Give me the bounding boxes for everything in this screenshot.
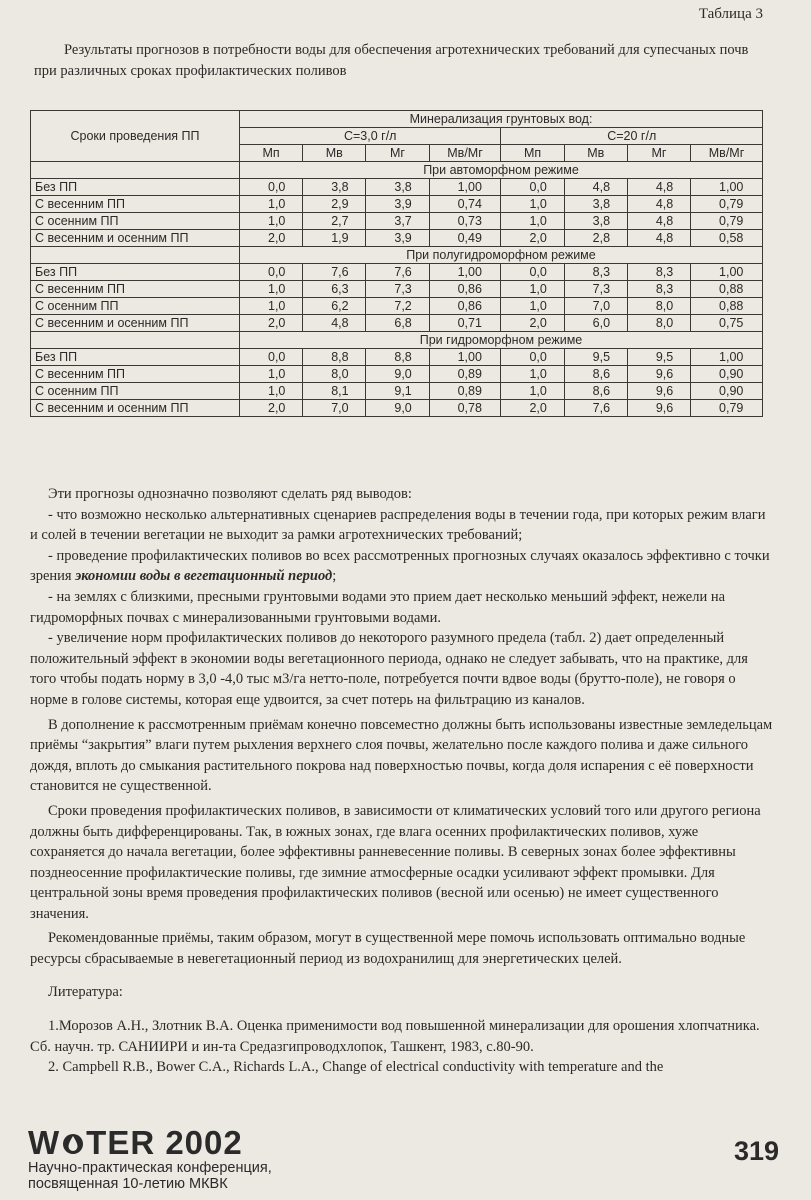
conference-subtitle bbox=[28, 1160, 272, 1192]
row-label: С весенним и осенним ПП bbox=[31, 400, 240, 417]
table-cell: 1,0 bbox=[501, 383, 564, 400]
table-label: Таблица 3 bbox=[698, 6, 763, 22]
table-cell: 0,0 bbox=[240, 179, 303, 196]
table-cell: 1,0 bbox=[501, 281, 564, 298]
column-header: Мп bbox=[240, 145, 303, 162]
column-header: Мг bbox=[627, 145, 690, 162]
table-cell: 1,0 bbox=[501, 213, 564, 230]
conclusion-text: ; bbox=[332, 568, 337, 585]
column-header: Мв/Мг bbox=[691, 145, 763, 162]
table-cell: 3,8 bbox=[564, 196, 627, 213]
water-drop-icon bbox=[62, 1132, 84, 1156]
page-number: 319 bbox=[733, 1136, 779, 1166]
body-paragraph: Рекомендованные приёмы, таким образом, могут в существенной мере помочь использовать оптимально водные ресурсы сбрасываемые в невегетационный период из водохранилищ для энергетических целей. bbox=[30, 930, 746, 968]
body-paragraph: В дополнение к рассмотренным приёмам конечно повсеместно должны быть использованы известные земледельцам приёмы “закрытия” влаги путем рыхления верхнего слоя почвы, желательно после каждого полива и даже сильного дождя, вплоть до смыкания растительного покрова над поверхностью почвы, когда доля испарения с её поверхности становится не существенной. bbox=[30, 716, 773, 795]
table-cell: 3,7 bbox=[366, 213, 429, 230]
table-cell: 7,0 bbox=[564, 298, 627, 315]
table-cell: 6,2 bbox=[303, 298, 366, 315]
conclusion-item: - на землях с близкими, пресными грунтовыми водами это прием дает несколько меньший эффект, нежели на гидроморфных почвах с минерализованными грунтовыми водами. bbox=[30, 588, 726, 626]
table-cell: 3,8 bbox=[564, 213, 627, 230]
table-cell: 9,6 bbox=[627, 400, 690, 417]
table-row bbox=[31, 179, 763, 196]
table-row bbox=[31, 281, 763, 298]
table-cell: 2,0 bbox=[240, 315, 303, 332]
table-cell: 0,89 bbox=[429, 366, 501, 383]
table-cell: 4,8 bbox=[627, 196, 690, 213]
table-cell: 3,9 bbox=[366, 196, 429, 213]
section-title: При гидроморфном режиме bbox=[240, 332, 763, 349]
table-cell: 1,0 bbox=[240, 196, 303, 213]
table-cell: 7,6 bbox=[564, 400, 627, 417]
logo-text: TER 2002 bbox=[86, 1124, 243, 1161]
subgroup-header: С=20 г/л bbox=[501, 128, 763, 145]
results-table bbox=[30, 110, 763, 417]
table-cell: 2,0 bbox=[501, 315, 564, 332]
column-header: Мв/Мг bbox=[429, 145, 501, 162]
section-row bbox=[31, 162, 763, 179]
body-paragraph: Сроки проведения профилактических поливов, в зависимости от климатических условий того или другого региона должны быть дифференцированы. Так, в южных зонах, где влага осенних профилактических поливов, хуже сохраняется до начала вегетации, более эффективны ранневесенние поливы. В северных зонах более эффективны позднеосенние профилактические поливы, где зимние атмосферные осадки усиливают эффект промывки. Для центральной зоны время проведения профилактических поливов (весной или осенью) не имеет существенного значения. bbox=[30, 802, 761, 922]
table-cell: 7,3 bbox=[564, 281, 627, 298]
column-header: Мг bbox=[366, 145, 429, 162]
table-row bbox=[31, 366, 763, 383]
table-cell: 0,73 bbox=[429, 213, 501, 230]
table-cell: 0,58 bbox=[691, 230, 763, 247]
table-cell: 0,0 bbox=[240, 264, 303, 281]
table-cell: 0,0 bbox=[501, 179, 564, 196]
table-cell: 1,0 bbox=[240, 383, 303, 400]
table-cell: 9,1 bbox=[366, 383, 429, 400]
table-cell: 0,79 bbox=[691, 196, 763, 213]
intro-paragraph: Эти прогнозы однозначно позволяют сделать ряд выводов: bbox=[48, 486, 412, 502]
table-cell: 0,90 bbox=[691, 366, 763, 383]
table-cell: 1,00 bbox=[429, 264, 501, 281]
water-2002-logo bbox=[28, 1124, 243, 1162]
table-row bbox=[31, 213, 763, 230]
reference-item: 1.Морозов А.Н., Злотник В.А. Оценка применимости вод повышенной минерализации для орошения хлопчатника. Сб. научн. тр. САНИИРИ и ин-та Средазгипроводхлопок, Ташкент, 1983, с.80-90. bbox=[30, 1018, 760, 1055]
conclusion-item: - что возможно несколько альтернативных сценариев распределения воды в течении года, при которых режим влаги и солей в течении вегетации не выходит за рамки агротехнических требований; bbox=[30, 506, 766, 544]
table-cell: 0,0 bbox=[501, 264, 564, 281]
logo-letter: W bbox=[28, 1124, 61, 1161]
table-cell: 0,88 bbox=[691, 281, 763, 298]
table-cell: 1,9 bbox=[303, 230, 366, 247]
column-header: Мв bbox=[564, 145, 627, 162]
section-title: При автоморфном режиме bbox=[240, 162, 763, 179]
table-cell: 9,5 bbox=[627, 349, 690, 366]
table-row bbox=[31, 400, 763, 417]
conference-line: Научно-практическая конференция, bbox=[28, 1160, 272, 1176]
article-body bbox=[30, 484, 775, 1078]
table-cell: 8,6 bbox=[564, 366, 627, 383]
table-cell: 0,74 bbox=[429, 196, 501, 213]
table-cell: 1,0 bbox=[240, 366, 303, 383]
table-row bbox=[31, 230, 763, 247]
table-cell: 6,3 bbox=[303, 281, 366, 298]
row-label: С осенним ПП bbox=[31, 213, 240, 230]
table-cell: 3,9 bbox=[366, 230, 429, 247]
table-cell: 2,7 bbox=[303, 213, 366, 230]
table-cell: 7,3 bbox=[366, 281, 429, 298]
row-label: С весенним ПП bbox=[31, 281, 240, 298]
section-title: При полугидроморфном режиме bbox=[240, 247, 763, 264]
table-row bbox=[31, 298, 763, 315]
table-cell: 4,8 bbox=[564, 179, 627, 196]
table-cell: 1,0 bbox=[240, 298, 303, 315]
table-cell: 1,00 bbox=[691, 179, 763, 196]
table-cell: 8,8 bbox=[303, 349, 366, 366]
row-label: С весенним ПП bbox=[31, 196, 240, 213]
table-cell: 3,8 bbox=[303, 179, 366, 196]
table-cell: 8,0 bbox=[303, 366, 366, 383]
table-cell: 1,00 bbox=[429, 179, 501, 196]
table-cell: 2,8 bbox=[564, 230, 627, 247]
section-row bbox=[31, 332, 763, 349]
row-label: С осенним ПП bbox=[31, 298, 240, 315]
table-cell: 8,1 bbox=[303, 383, 366, 400]
table-cell: 2,0 bbox=[501, 230, 564, 247]
table-cell: 0,49 bbox=[429, 230, 501, 247]
table-cell: 1,0 bbox=[240, 213, 303, 230]
column-header: Мп bbox=[501, 145, 564, 162]
table-cell: 1,0 bbox=[501, 366, 564, 383]
group-header: Минерализация грунтовых вод: bbox=[240, 111, 763, 128]
table-cell: 1,00 bbox=[691, 349, 763, 366]
table-cell: 1,0 bbox=[501, 196, 564, 213]
row-label: С весенним ПП bbox=[31, 366, 240, 383]
corner-header: Сроки проведения ПП bbox=[31, 111, 240, 162]
table-cell: 6,0 bbox=[564, 315, 627, 332]
table-cell: 8,3 bbox=[564, 264, 627, 281]
table-cell: 0,79 bbox=[691, 213, 763, 230]
row-label: С весенним и осенним ПП bbox=[31, 315, 240, 332]
table-cell: 9,6 bbox=[627, 366, 690, 383]
table-cell: 9,0 bbox=[366, 400, 429, 417]
table-cell: 8,8 bbox=[366, 349, 429, 366]
table-cell: 9,6 bbox=[627, 383, 690, 400]
section-row bbox=[31, 247, 763, 264]
subgroup-header: С=3,0 г/л bbox=[240, 128, 501, 145]
table-row bbox=[31, 383, 763, 400]
table-cell: 0,89 bbox=[429, 383, 501, 400]
table-cell: 7,6 bbox=[366, 264, 429, 281]
section-spacer bbox=[31, 247, 240, 264]
table-cell: 2,0 bbox=[240, 230, 303, 247]
row-label: С весенним и осенним ПП bbox=[31, 230, 240, 247]
table-cell: 2,0 bbox=[501, 400, 564, 417]
row-label: Без ПП bbox=[31, 349, 240, 366]
table-cell: 0,88 bbox=[691, 298, 763, 315]
table-row bbox=[31, 196, 763, 213]
table-cell: 2,0 bbox=[240, 400, 303, 417]
table-cell: 4,8 bbox=[303, 315, 366, 332]
table-cell: 6,8 bbox=[366, 315, 429, 332]
table-row bbox=[31, 315, 763, 332]
table-cell: 0,0 bbox=[240, 349, 303, 366]
conclusion-item: - увеличение норм профилактических поливов до некоторого разумного предела (табл. 2) дает определенный положительный эффект в экономии воды вегетационного периода, однако не следует забывать, что на практике, для того чтобы подать норму в 3,0 -4,0 тыс м3/га нетто-поле, потребуется почти вдвое воды (брутто-поле), не говоря о норме в голове системы, которая еще удвоится, за счет потерь на фильтрацию из каналов. bbox=[30, 630, 748, 708]
table-row bbox=[31, 264, 763, 281]
table-cell: 0,79 bbox=[691, 400, 763, 417]
table-cell: 4,8 bbox=[627, 213, 690, 230]
table-cell: 8,0 bbox=[627, 315, 690, 332]
table-cell: 0,78 bbox=[429, 400, 501, 417]
row-label: С осенним ПП bbox=[31, 383, 240, 400]
table-cell: 4,8 bbox=[627, 179, 690, 196]
table-cell: 0,86 bbox=[429, 298, 501, 315]
table-row bbox=[31, 349, 763, 366]
table-cell: 4,8 bbox=[627, 230, 690, 247]
table-cell: 0,71 bbox=[429, 315, 501, 332]
table-cell: 0,86 bbox=[429, 281, 501, 298]
table-cell: 9,0 bbox=[366, 366, 429, 383]
conclusion-text: - проведение профилактических поливов во всех рассмотренных прогнозных случаях оказалось эффективно с точки зрения bbox=[30, 547, 770, 585]
conference-line: посвященная 10-летию МКВК bbox=[28, 1176, 228, 1192]
table-cell: 7,0 bbox=[303, 400, 366, 417]
row-label: Без ПП bbox=[31, 179, 240, 196]
table-cell: 3,8 bbox=[366, 179, 429, 196]
table-cell: 2,9 bbox=[303, 196, 366, 213]
reference-item: 2. Campbell R.B., Bower C.A., Richards L.A., Change of electrical conductivity with temperature and the bbox=[48, 1059, 664, 1076]
table-cell: 7,6 bbox=[303, 264, 366, 281]
table-cell: 0,90 bbox=[691, 383, 763, 400]
table-cell: 1,00 bbox=[429, 349, 501, 366]
table-cell: 8,6 bbox=[564, 383, 627, 400]
table-cell: 0,75 bbox=[691, 315, 763, 332]
table-cell: 8,0 bbox=[627, 298, 690, 315]
table-cell: 7,2 bbox=[366, 298, 429, 315]
column-header: Мв bbox=[303, 145, 366, 162]
table-cell: 1,0 bbox=[240, 281, 303, 298]
row-label: Без ПП bbox=[31, 264, 240, 281]
table-cell: 8,3 bbox=[627, 281, 690, 298]
conclusion-item bbox=[30, 546, 775, 587]
table-cell: 1,00 bbox=[691, 264, 763, 281]
table-caption: Результаты прогнозов в потребности воды для обеспечения агротехнических требований для супесчаных почв при различных сроках профилактических поливов bbox=[34, 42, 749, 79]
table-cell: 1,0 bbox=[501, 298, 564, 315]
section-spacer bbox=[31, 162, 240, 179]
emphasis-text: экономии воды в вегетационный период bbox=[75, 568, 333, 585]
table-cell: 8,3 bbox=[627, 264, 690, 281]
section-spacer bbox=[31, 332, 240, 349]
table-cell: 9,5 bbox=[564, 349, 627, 366]
references-title: Литература: bbox=[48, 983, 123, 1000]
table-cell: 0,0 bbox=[501, 349, 564, 366]
